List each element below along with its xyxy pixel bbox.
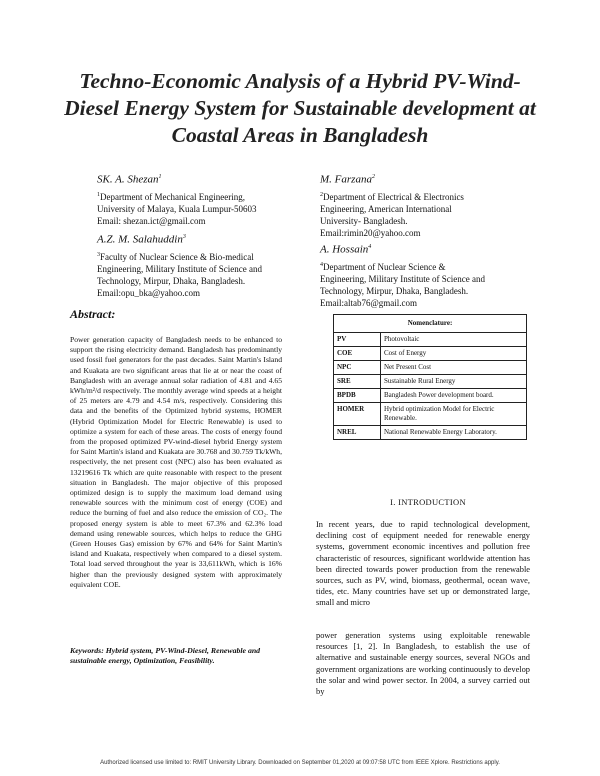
table-row	[334, 333, 527, 347]
author-email: Email: shezan.ict@gmail.com	[97, 215, 206, 226]
abbr-cell: NPC	[334, 361, 381, 375]
paper-title: Techno-Economic Analysis of a Hybrid PV-Wind-Diesel Energy System for Sustainable development at Coastal Areas in Bangladesh	[64, 69, 536, 147]
author-email: Email:altab76@gmail.com	[320, 297, 418, 308]
keywords: Keywords: Hybrid system, PV-Wind-Diesel, Renewable and sustainable energy, Optimization, Feasibility.	[70, 646, 261, 666]
desc-cell: Sustainable Rural Energy	[381, 375, 527, 389]
download-footer: Authorized licensed use limited to: RMIT University Library. Downloaded on September 01,2020 at 09:07:58 UTC from IEEE Xplore. Restrictions apply.	[100, 760, 500, 766]
author-affiliation: Engineering, Military Institute of Science and	[97, 263, 262, 274]
author-block-2	[320, 170, 520, 239]
desc-cell: Cost of Energy	[381, 347, 527, 361]
author-affiliation: $^4$Department of Nuclear Science &	[320, 261, 446, 272]
table-row	[334, 375, 527, 389]
author-block-4	[320, 240, 530, 309]
author-affiliation: $^2$Department of Electrical & Electronics	[320, 191, 464, 202]
nomenclature-table	[333, 314, 527, 440]
abbr-cell: NREL	[334, 426, 381, 440]
author-name: A. Hossain$^4$	[320, 243, 372, 256]
author-affiliation: $^3$Faculty of Nuclear Science & Bio-medical	[97, 251, 254, 262]
abstract-heading: Abstract:	[70, 307, 116, 321]
author-affiliation: University- Bangladesh.	[320, 215, 408, 226]
table-row	[334, 347, 527, 361]
desc-cell: Bangladesh Power development board.	[381, 389, 527, 403]
desc-cell: Net Present Cost	[381, 361, 527, 375]
author-name: SK. A. Shezan$^1$	[97, 173, 162, 186]
abbr-cell: BPDB	[334, 389, 381, 403]
table-row	[334, 389, 527, 403]
desc-cell: Photovoltaic	[381, 333, 527, 347]
author-affiliation: $^1$Department of Mechanical Engineering,	[97, 191, 245, 202]
author-email: Email:opu_bka@yahoo.com	[97, 287, 201, 298]
author-block-1	[97, 170, 307, 227]
author-name: A.Z. M. Salahuddin$^3$	[97, 233, 186, 246]
nomenclature-heading: Nomenclature:	[334, 315, 527, 333]
table-row	[334, 426, 527, 440]
author-affiliation: Technology, Mirpur, Dhaka, Bangladesh.	[97, 275, 246, 286]
section-heading-introduction: I. INTRODUCTION	[390, 497, 466, 507]
intro-paragraph-2: power generation systems using exploitable renewable resources [1, 2]. In Bangladesh, to establish the use of alternative and sustainable energy sources, several NGOs and government organizations are working continuously to develop the solar and wind power sector. In 2004, a survey carried out by	[316, 631, 530, 697]
abbr-cell: HOMER	[334, 403, 381, 426]
table-row	[334, 361, 527, 375]
intro-paragraph-1: In recent years, due to rapid technological development, declining cost of equipment needed for renewable energy systems, government economic incentives and pollution free characteristic of resources, significant worldwide attention has been directed towards power production from the renewable sources, such as PV, wind, biomass, geothermal, ocean wave, tides, etc. Many countries have set up or demonstrated large, small and micro	[316, 520, 530, 608]
table-row	[334, 403, 527, 426]
desc-cell: Hybrid optimization Model for Electric Renewable.	[381, 403, 527, 426]
abstract-text: Power generation capacity of Bangladesh needs to be enhanced to support the rising electricity demand. Bangladesh has predominantly used fossil fuel generators for the past decades. Saint Martin's Island and Kuakata are two significant areas that lie at or near the coast of Bangladesh with an average annual solar radiation of 4.81 and 4.65 kWh/m²/d respectively. The monthly average wind speeds at a height of 25 meters are 4.79 and 4.54 m/s, respectively. Considering this data and the benefits of the Optimized hybrid systems, HOMER (Hybrid Optimization Model for Electric Renewable) is used to optimize a system for each of these areas. The costs of energy found from the proposed optimized PV-wind-diesel hybrid Energy system for Saint Martin's island and Kuakata are 30.768 and 30.759 Tk/kWh, respectively, the net present cost (NPC) also has been evaluated as 13219616 Tk which are quite reasonable with respect to the present situation in Bangladesh. The major objective of this proposed optimized design is to supply the maximum load demand using renewable sources with the minimum cost of energy (COE) and reduce the burning of fuel and also reduce the emission of CO₂. The proposed energy system is able to meet 67.3% and 62.3% load demand using renewable sources, which helps to reduce the GHG (Green Houses Gas) emission by 67% and 64% for Saint Martin's island and Kuakata, respectively when compared to a diesel system. Total load served throughout the year is 33,611kWh, which is 16% higher than the previously designed system with approximately equivalent COE.	[70, 335, 282, 589]
author-affiliation: Engineering, American International	[320, 203, 452, 214]
abbr-cell: SRE	[334, 375, 381, 389]
author-block-3	[97, 230, 312, 299]
abbr-cell: COE	[334, 347, 381, 361]
author-affiliation: Technology, Mirpur, Dhaka, Bangladesh.	[320, 285, 469, 296]
author-affiliation: University of Malaya, Kuala Lumpur-50603	[97, 203, 257, 214]
abbr-cell: PV	[334, 333, 381, 347]
desc-cell: National Renewable Energy Laboratory.	[381, 426, 527, 440]
author-email: Email:rimin20@yahoo.com	[320, 227, 421, 238]
author-affiliation: Engineering, Military Institute of Science and	[320, 273, 485, 284]
author-name: M. Farzana$^2$	[320, 173, 375, 186]
